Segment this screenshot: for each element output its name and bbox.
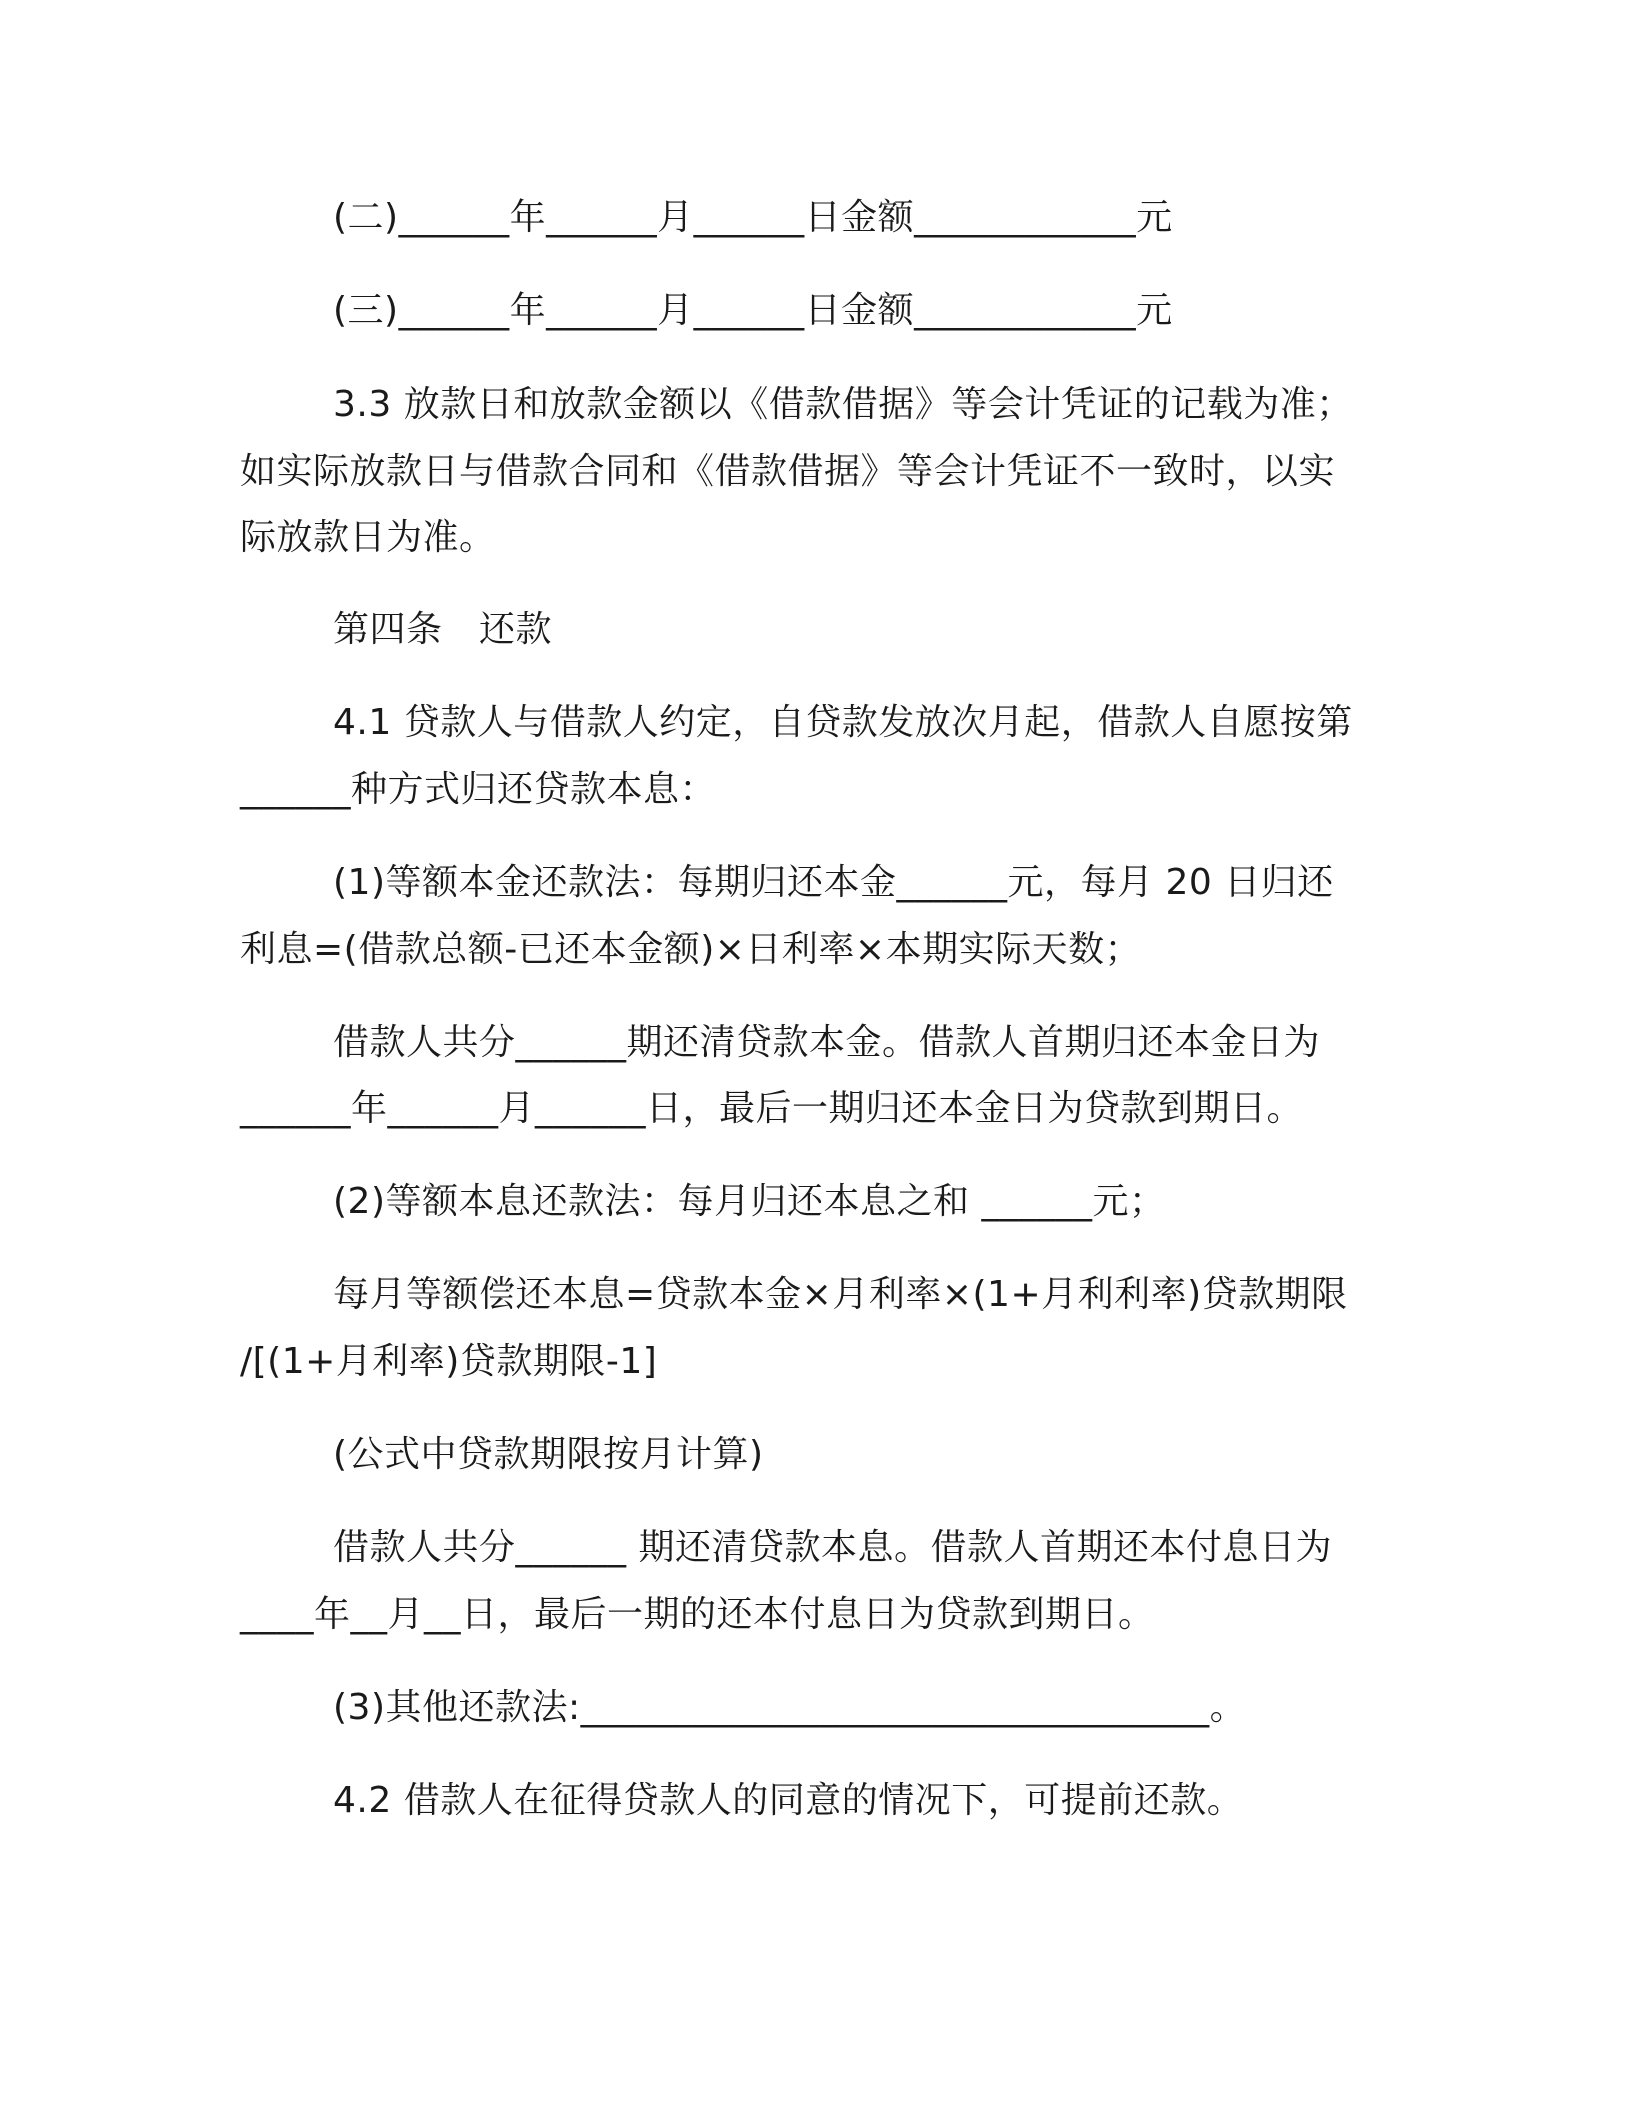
paragraph-line: 借款人共分______ 期还清贷款本息。借款人首期还本付息日为 xyxy=(333,1527,1332,1568)
paragraph-line: (2)等额本息还款法：每月归还本息之和 ______元； xyxy=(333,1181,1166,1222)
paragraph-line: ______种方式归还贷款本息： xyxy=(240,769,717,810)
paragraph-line: ____年__月__日，最后一期的还本付息日为贷款到期日。 xyxy=(240,1594,1155,1635)
paragraph-line: 4.1 贷款人与借款人约定，自贷款发放次月起，借款人自愿按第 xyxy=(333,702,1353,743)
paragraph-line: 利息=(借款总额-已还本金额)×日利率×本期实际天数； xyxy=(240,929,1142,970)
paragraph-line: 每月等额偿还本息=贷款本金×月利率×(1+月利利率)贷款期限 xyxy=(333,1274,1348,1315)
paragraph-line: 4.2 借款人在征得贷款人的同意的情况下，可提前还款。 xyxy=(333,1780,1244,1821)
paragraph-line: ______年______月______日，最后一期归还本金日为贷款到期日。 xyxy=(240,1088,1304,1129)
paragraph-line: 3.3 放款日和放款金额以《借款借据》等会计凭证的记载为准； xyxy=(333,384,1353,425)
paragraph-line: (3)其他还款法:__________________________________。 xyxy=(333,1687,1247,1728)
paragraph-line: 际放款日为准。 xyxy=(240,517,496,558)
paragraph-line: (公式中贷款期限按月计算) xyxy=(333,1434,764,1475)
paragraph-line: (三)______年______月______日金额____________元 xyxy=(333,290,1173,331)
paragraph-line: (1)等额本金还款法：每期归还本金______元，每月 20 日归还 xyxy=(333,862,1334,903)
section-heading: 第四条 还款 xyxy=(333,609,553,650)
paragraph-line: /[(1+月利率)贷款期限-1] xyxy=(240,1341,658,1382)
paragraph-line: (二)______年______月______日金额____________元 xyxy=(333,197,1173,238)
paragraph-line: 如实际放款日与借款合同和《借款借据》等会计凭证不一致时，以实 xyxy=(240,451,1336,492)
paragraph-line: 借款人共分______期还清贷款本金。借款人首期归还本金日为 xyxy=(333,1022,1321,1063)
